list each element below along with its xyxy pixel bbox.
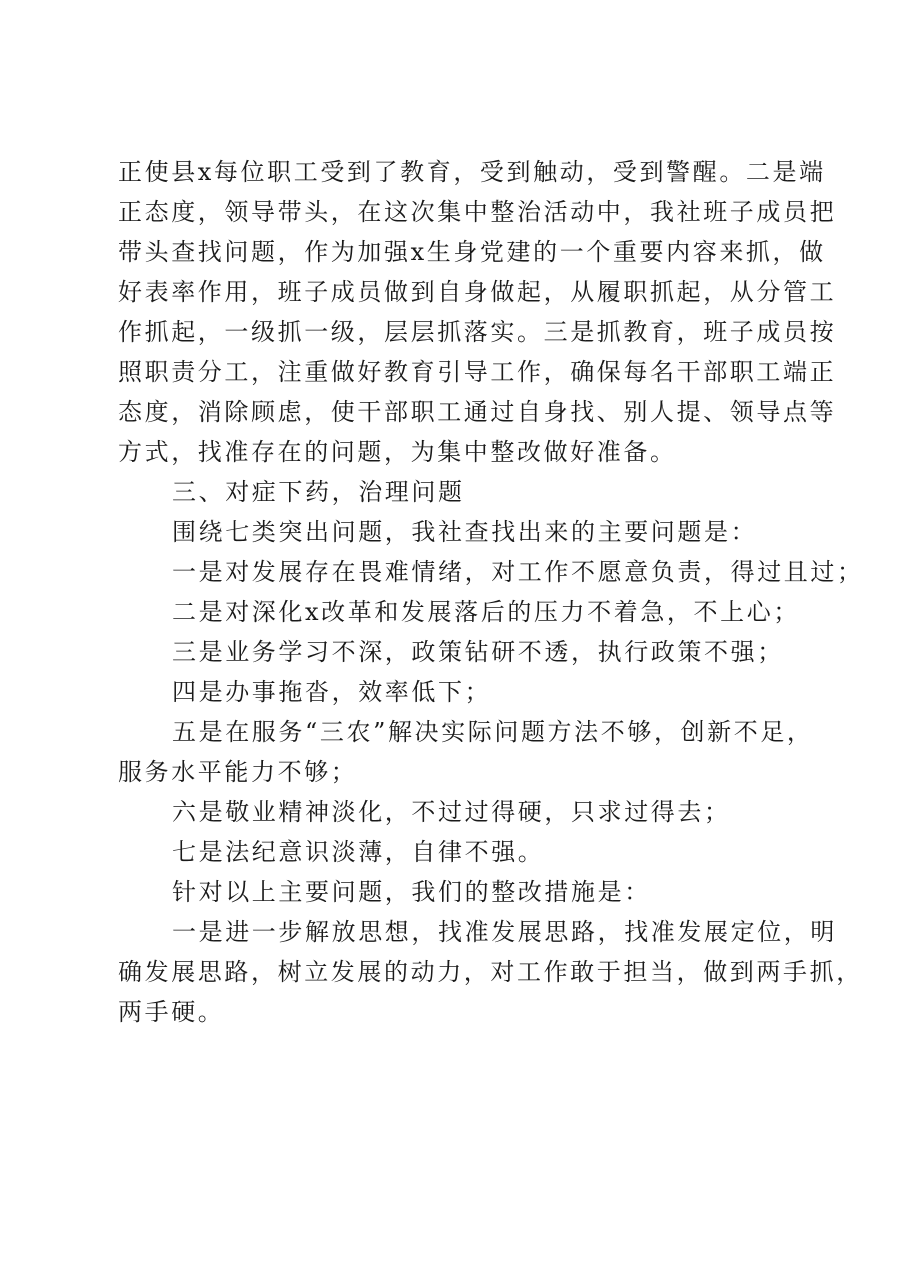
body-text [118,152,864,1032]
paragraph-line: 正态度，领导带头，在这次集中整治活动中，我社班子成员把 [118,198,837,226]
list-item-continuation: 服务水平能力不够； [118,758,358,786]
list-item: 一是对发展存在畏难情绪，对工作不愿意负责，得过且过； [172,558,864,586]
section-heading: 三、对症下药，治理问题 [172,478,465,506]
paragraph-line: 态度，消除顾虑，使干部职工通过自身找、别人提、领导点等 [118,398,837,426]
list-item: 七是法纪意识淡薄，自律不强。 [172,838,545,866]
list-item: 三是业务学习不深，政策钻研不透，执行政策不强； [172,638,784,666]
paragraph-line: 正使县x每位职工受到了教育，受到触动，受到警醒。二是端 [118,158,826,186]
list-item: 二是对深化x改革和发展落后的压力不着急，不上心； [172,598,800,626]
paragraph-line: 带头查找问题，作为加强x生身党建的一个重要内容来抓，做 [118,238,826,266]
list-item: 四是办事拖沓，效率低下； [172,678,492,706]
paragraph-line: 确发展思路，树立发展的动力，对工作敢于担当，做到两手抓， [118,958,863,986]
paragraph-line: 作抓起，一级抓一级，层层抓落实。三是抓教育，班子成员按 [118,318,837,346]
paragraph-line: 好表率作用，班子成员做到自身做起，从履职抓起，从分管工 [118,278,837,306]
paragraph-line: 两手硬。 [118,998,225,1026]
paragraph-line: 围绕七类突出问题，我社查找出来的主要问题是： [172,518,758,546]
paragraph-line: 方式，找准存在的问题，为集中整改做好准备。 [118,438,677,466]
paragraph-line: 照职责分工，注重做好教育引导工作，确保每名干部职工端正 [118,358,837,386]
list-item: 六是敬业精神淡化，不过过得硬，只求过得去； [172,798,731,826]
list-item: 五是在服务“三农”解决实际问题方法不够，创新不足， [172,718,814,746]
paragraph-line: 针对以上主要问题，我们的整改措施是： [172,878,651,906]
paragraph-line: 一是进一步解放思想，找准发展思路，找准发展定位，明 [172,918,837,946]
